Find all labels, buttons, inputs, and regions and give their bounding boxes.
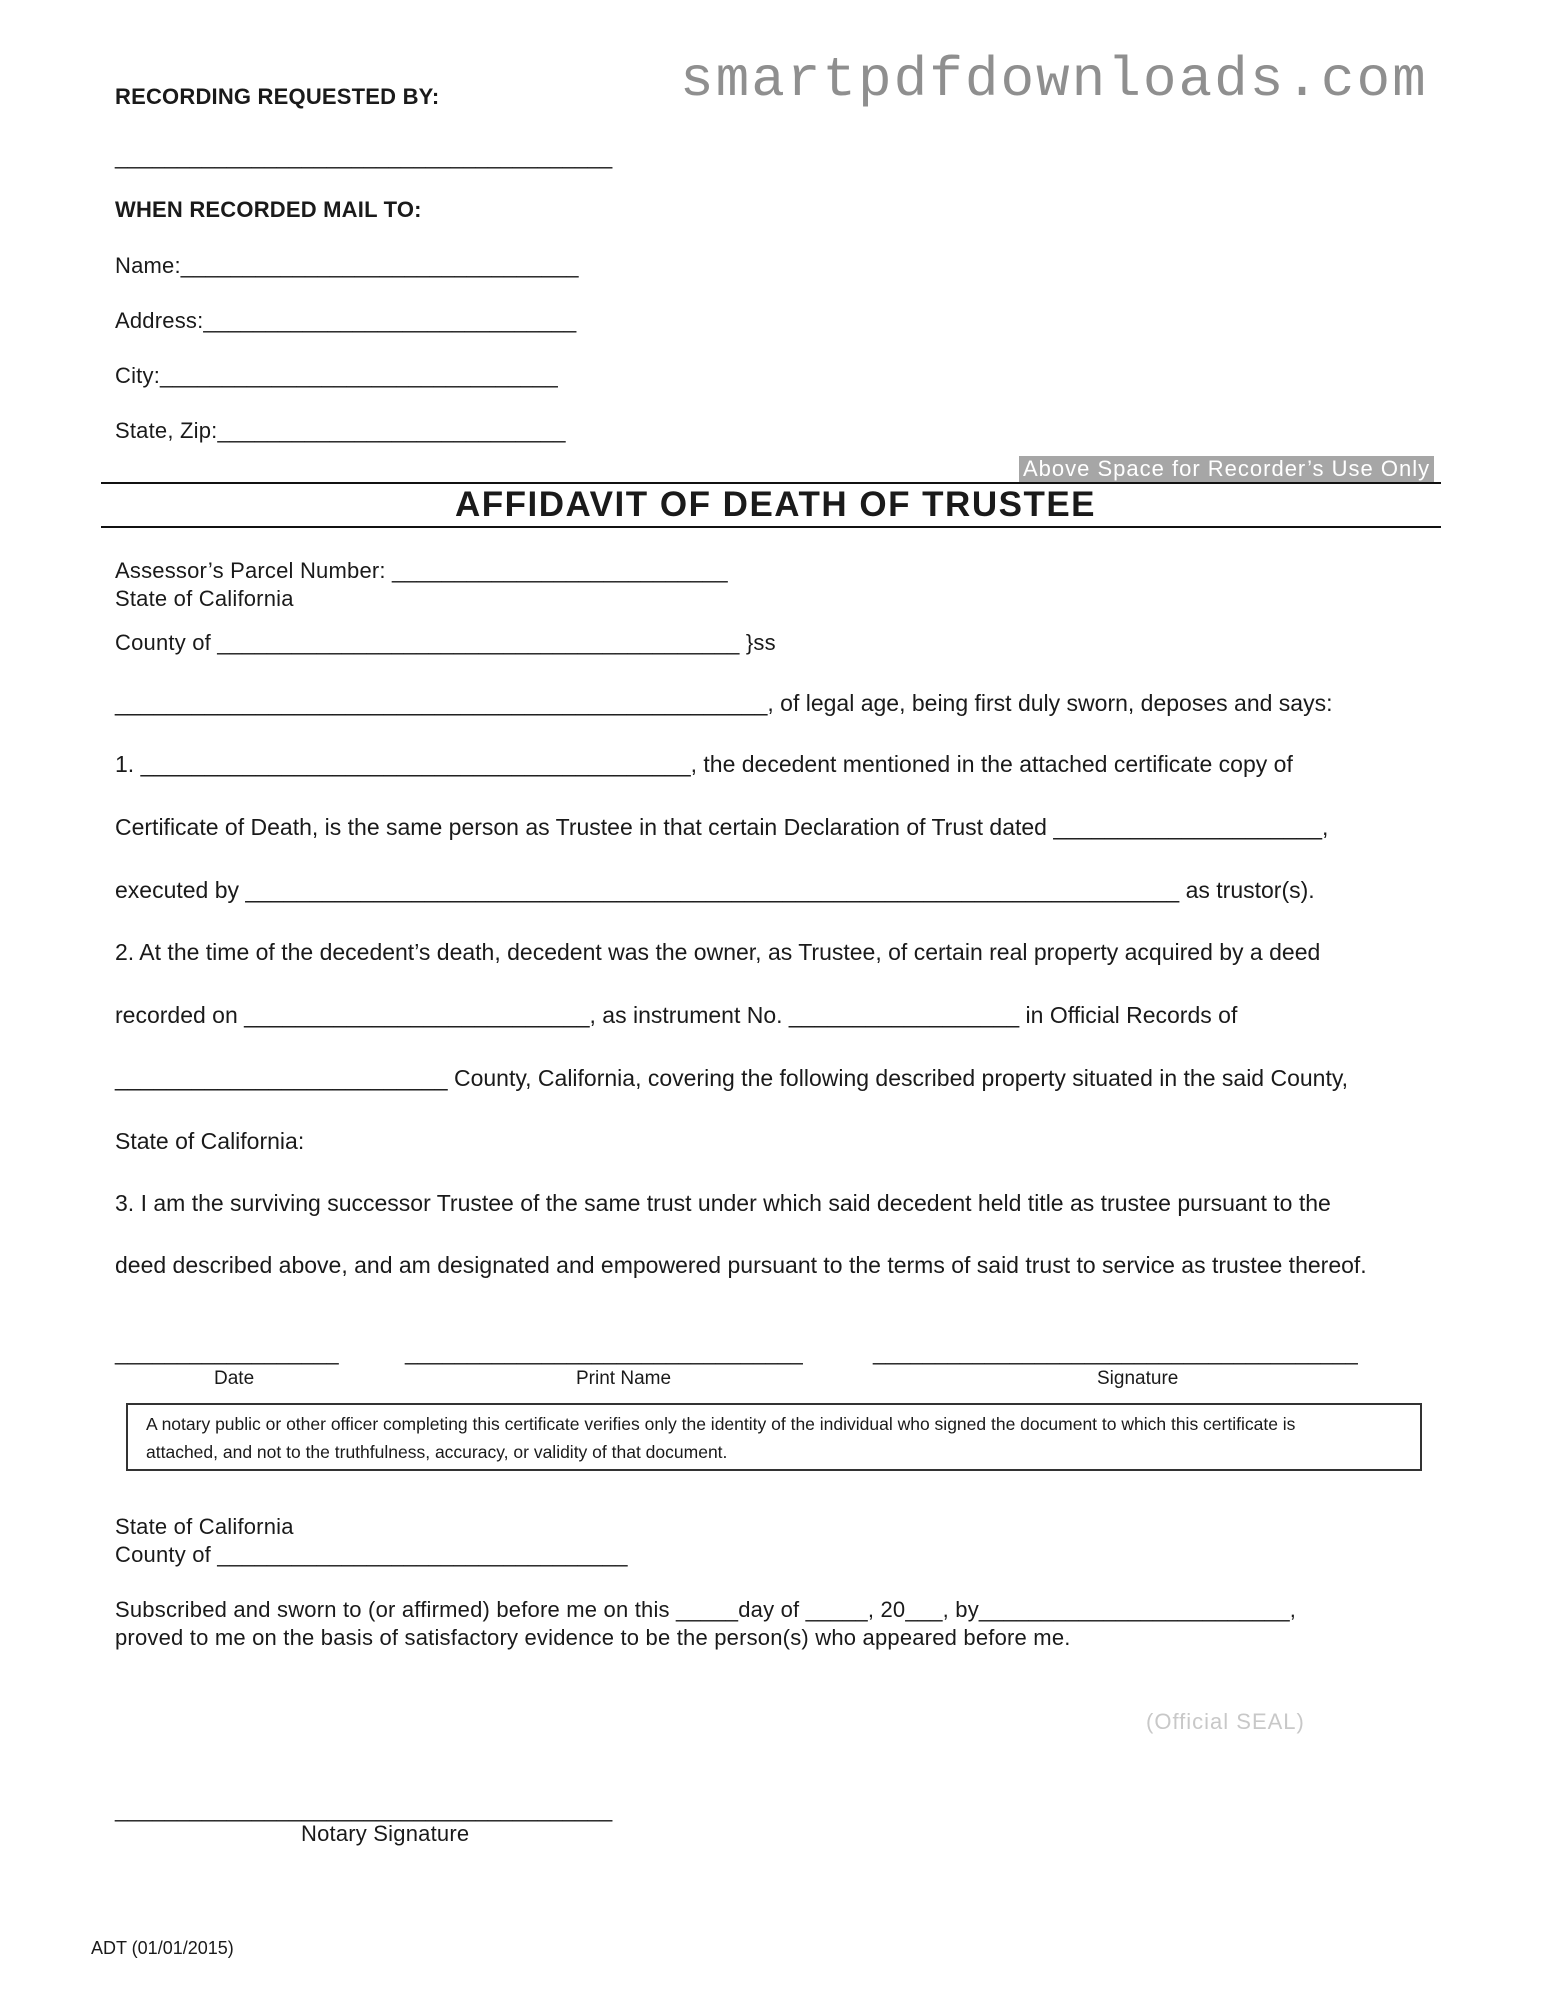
form-code: ADT (01/01/2015) xyxy=(91,1938,234,1958)
county-field[interactable]: County of __________________________________________ }ss xyxy=(115,630,776,655)
print-name-caption: Print Name xyxy=(576,1368,672,1389)
notary-state-label: State of California xyxy=(115,1514,294,1539)
date-caption: Date xyxy=(214,1368,255,1389)
mail-name-field[interactable]: Name:________________________________ xyxy=(115,253,579,278)
mail-address-field[interactable]: Address:______________________________ xyxy=(115,308,577,333)
mail-state-zip-field[interactable]: State, Zip:____________________________ xyxy=(115,418,566,443)
paragraph-3-line-2: deed described above, and am designated and empowered pursuant to the terms of said trust to service as trustee thereof. xyxy=(115,1252,1367,1278)
title-top-rule xyxy=(101,482,1441,484)
paragraph-2-line-4: State of California: xyxy=(115,1128,305,1154)
deposes-line[interactable]: ___________________________________________________, of legal age, being first duly sworn, deposes and says: xyxy=(115,690,1333,716)
recording-requested-by-field[interactable]: ________________________________________ xyxy=(115,144,613,169)
when-recorded-mail-to-label: WHEN RECORDED MAIL TO: xyxy=(115,197,422,222)
subscribed-line-1[interactable]: Subscribed and sworn to (or affirmed) before me on this _____day of _____, 20___, by_________________________, xyxy=(115,1597,1297,1622)
subscribed-line-2: proved to me on the basis of satisfactory evidence to be the person(s) who appeared before me. xyxy=(115,1625,1071,1650)
paragraph-1-line-3[interactable]: executed by _________________________________________________________________________ as trustor(s). xyxy=(115,877,1315,903)
paragraph-2-line-1: 2. At the time of the decedent’s death, decedent was the owner, as Trustee, of certain real property acquired by a deed xyxy=(115,939,1321,965)
notary-notice-box xyxy=(126,1403,1422,1471)
notary-signature-field[interactable]: ________________________________________ xyxy=(115,1797,613,1822)
watermark-text: smartpdfdownloads.com xyxy=(680,48,1428,112)
paragraph-1-line-2[interactable]: Certificate of Death, is the same person as Trustee in that certain Declaration of Trust dated _____________________, xyxy=(115,814,1329,840)
paragraph-1-line-1[interactable]: 1. ___________________________________________, the decedent mentioned in the attached certificate copy of xyxy=(115,751,1293,777)
notary-notice-line-1: A notary public or other officer completing this certificate verifies only the identity of the individual who signed the document to which this certificate is xyxy=(146,1414,1296,1434)
paragraph-2-line-3[interactable]: __________________________ County, California, covering the following described property situated in the said County, xyxy=(115,1065,1349,1091)
notary-county-field[interactable]: County of _________________________________ xyxy=(115,1542,628,1567)
signature-caption: Signature xyxy=(1097,1368,1179,1389)
date-field[interactable]: __________________ xyxy=(115,1340,339,1365)
signature-field[interactable]: _______________________________________ xyxy=(873,1340,1358,1365)
mail-city-field[interactable]: City:________________________________ xyxy=(115,363,558,388)
recorder-use-label: Above Space for Recorder’s Use Only xyxy=(1019,456,1434,482)
notary-notice-line-2: attached, and not to the truthfulness, accuracy, or validity of that document. xyxy=(146,1442,728,1462)
paragraph-2-line-2[interactable]: recorded on ___________________________, as instrument No. __________________ in Official Records of xyxy=(115,1002,1238,1028)
notary-signature-caption: Notary Signature xyxy=(301,1821,470,1846)
state-label: State of California xyxy=(115,586,294,611)
paragraph-3-line-1: 3. I am the surviving successor Trustee of the same trust under which said decedent held title as trustee pursuant to the xyxy=(115,1190,1331,1216)
official-seal-label: (Official SEAL) xyxy=(1146,1709,1305,1734)
document-title: AFFIDAVIT OF DEATH OF TRUSTEE xyxy=(454,485,1097,524)
recording-requested-by-label: RECORDING REQUESTED BY: xyxy=(115,84,440,109)
parcel-number-field[interactable]: Assessor’s Parcel Number: ___________________________ xyxy=(115,558,728,583)
title-bottom-rule xyxy=(101,526,1441,528)
print-name-field[interactable]: ________________________________ xyxy=(405,1340,803,1365)
